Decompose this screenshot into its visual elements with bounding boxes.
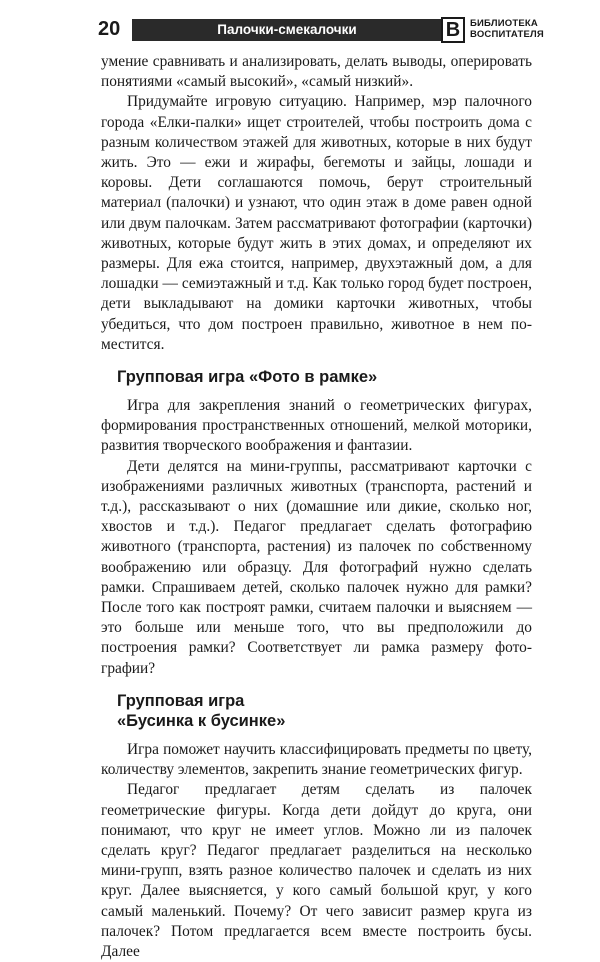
series-title-line2: ВОСПИТАТЕЛЯ [470, 29, 544, 40]
paragraph: Педагог предлагает детям сделать из палочек геометрические фигуры. Когда дети дойдут до круга, они понимают, что круг не имеет углов. Можно ли из палочек сделать круг? Педагог предлагает разделиться на несколько мини-групп, взять разное количество палочек и сделать из них круг. Далее выясняется, у кого самый большой круг, у кого самый маленький. Почему? От чего зависит размер круга из палочек? Потом предлагается всем вместе построить бусы. Далее [101, 781, 532, 960]
running-title: Палочки-смекалочки [132, 19, 442, 41]
section-heading [117, 691, 532, 731]
section-heading-line2: «Бусинка к бусинке» [117, 711, 286, 730]
page-header [98, 14, 544, 44]
series-title-line1: БИБЛИОТЕКА [470, 18, 538, 29]
section-heading-text: Групповая игра «Фото в рамке» [117, 368, 378, 387]
paragraph: умение сравнивать и анализировать, делать выводы, оперировать понятиями «самый высокий», «самый низкий». [101, 53, 532, 91]
page-body [101, 52, 532, 962]
page-number: 20 [98, 18, 121, 40]
series-title [470, 18, 544, 40]
section-heading [117, 367, 532, 387]
section-heading-line1: Групповая игра [117, 691, 245, 710]
paragraph: Игра поможет научить классифицировать предметы по цвету, количеству элементов, закрепить знание геометрических фигур. [101, 740, 532, 779]
series-logo-icon: В [441, 17, 465, 43]
paragraph: Дети делятся на мини-группы, рассматривают карточки с изображениями различных животных (транспорта, растений и т.д.), рассказывают о них (домашние или дикие, сколько ног, хвостов и т.д.). Педагог предлагает сделать фотографию животного (транспорта, растения) из палочек по собственному воображению или образцу. Для фотографий нужно сделать рамки. Спрашиваем детей, сколько палочек нужно для рамки? После того как построят рамки, считаем палочки и выясняем — это больше или меньше того, что вы предположили до построения рамки? Соответствует ли рамка размеру фотографии? [101, 457, 532, 677]
paragraph: Придумайте игровую ситуацию. Например, мэр палочного города «Елки-палки» ищет строителей, чтобы построить дома с разным количеством этажей для животных, которые в них будут жить. Это — ежи и жирафы, бегемоты и зайцы, лошади и коровы. Дети соглашаются помочь, берут строительный материал (палочки) и узнают, что один этаж в доме равен одной или двум палочкам. Затем рассматривают фотографии (карточки) животных, которые будут жить в этих домах, и определяют их размеры. Для ежа стоится, например, двухэтажный дом, а для лошадки — семиэтажный и т.д. Как только город будет построен, дети выкладывают на домики карточки животных, чтобы убедиться, что дом построен правильно, животное в нем поместится. [101, 93, 532, 353]
paragraph: Игра для закрепления знаний о геометрических фигурах, формирования пространственных отношений, мелкой моторики, развития творческого воображения и фантазии. [101, 397, 532, 455]
